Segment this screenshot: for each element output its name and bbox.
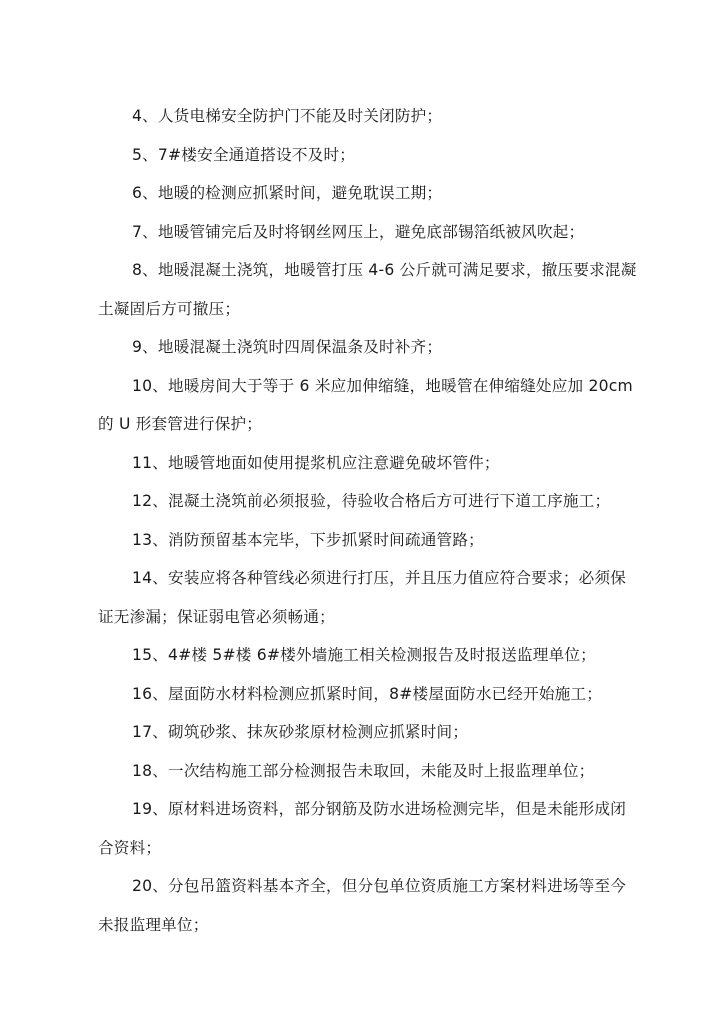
list-item: 9、地暖混凝土浇筑时四周保温条及时补齐； — [132, 338, 443, 356]
list-item: 13、消防预留基本完毕，下步抓紧时间疏通管路； — [132, 530, 484, 549]
list-item: 7、地暖管铺完后及时将钢丝网压上，避免底部锡箔纸被风吹起； — [132, 222, 585, 241]
list-item: 6、地暖的检测应抓紧时间，避免耽误工期； — [132, 184, 443, 202]
list-item: 12、混凝土浇筑前必须报验，待验收合格后方可进行下道工序施工； — [132, 492, 611, 510]
list-item: 10、地暖房间大于等于 6 米应加伸缩缝，地暖管在伸缩缝处应加 20cm 的 U 形套管进行保护； — [98, 376, 633, 433]
list-item: 16、屋面防水材料检测应抓紧时间，8#楼屋面防水已经开始施工； — [132, 684, 603, 703]
list-item: 19、原材料进场资料，部分钢筋及防水进场检测完毕，但是未能形成闭合资料； — [98, 800, 627, 857]
issue-list — [98, 97, 638, 944]
list-item: 20、分包吊篮资料基本齐全，但分包单位资质施工方案材料进场等至今未报监理单位； — [98, 877, 627, 934]
list-item: 11、地暖管地面如使用提浆机应注意避免破坏管件； — [132, 453, 500, 472]
list-item: 5、7#楼安全通道搭设不及时； — [132, 145, 356, 164]
list-item: 15、4#楼 5#楼 6#楼外墙施工相关检测报告及时报送监理单位； — [132, 646, 596, 664]
list-item: 18、一次结构施工部分检测报告未取回，未能及时上报监理单位； — [132, 761, 595, 780]
list-item: 14、安装应将各种管线必须进行打压，并且压力值应符合要求；必须保证无渗漏；保证弱电管必须畅通； — [98, 569, 627, 626]
list-item: 4、人货电梯安全防护门不能及时关闭防护； — [132, 107, 443, 125]
list-item: 8、地暖混凝土浇筑，地暖管打压 4-6 公斤就可满足要求，撤压要求混凝土凝固后方可撤压； — [98, 261, 637, 318]
list-item: 17、砌筑砂浆、抹灰砂浆原材检测应抓紧时间； — [132, 723, 469, 741]
